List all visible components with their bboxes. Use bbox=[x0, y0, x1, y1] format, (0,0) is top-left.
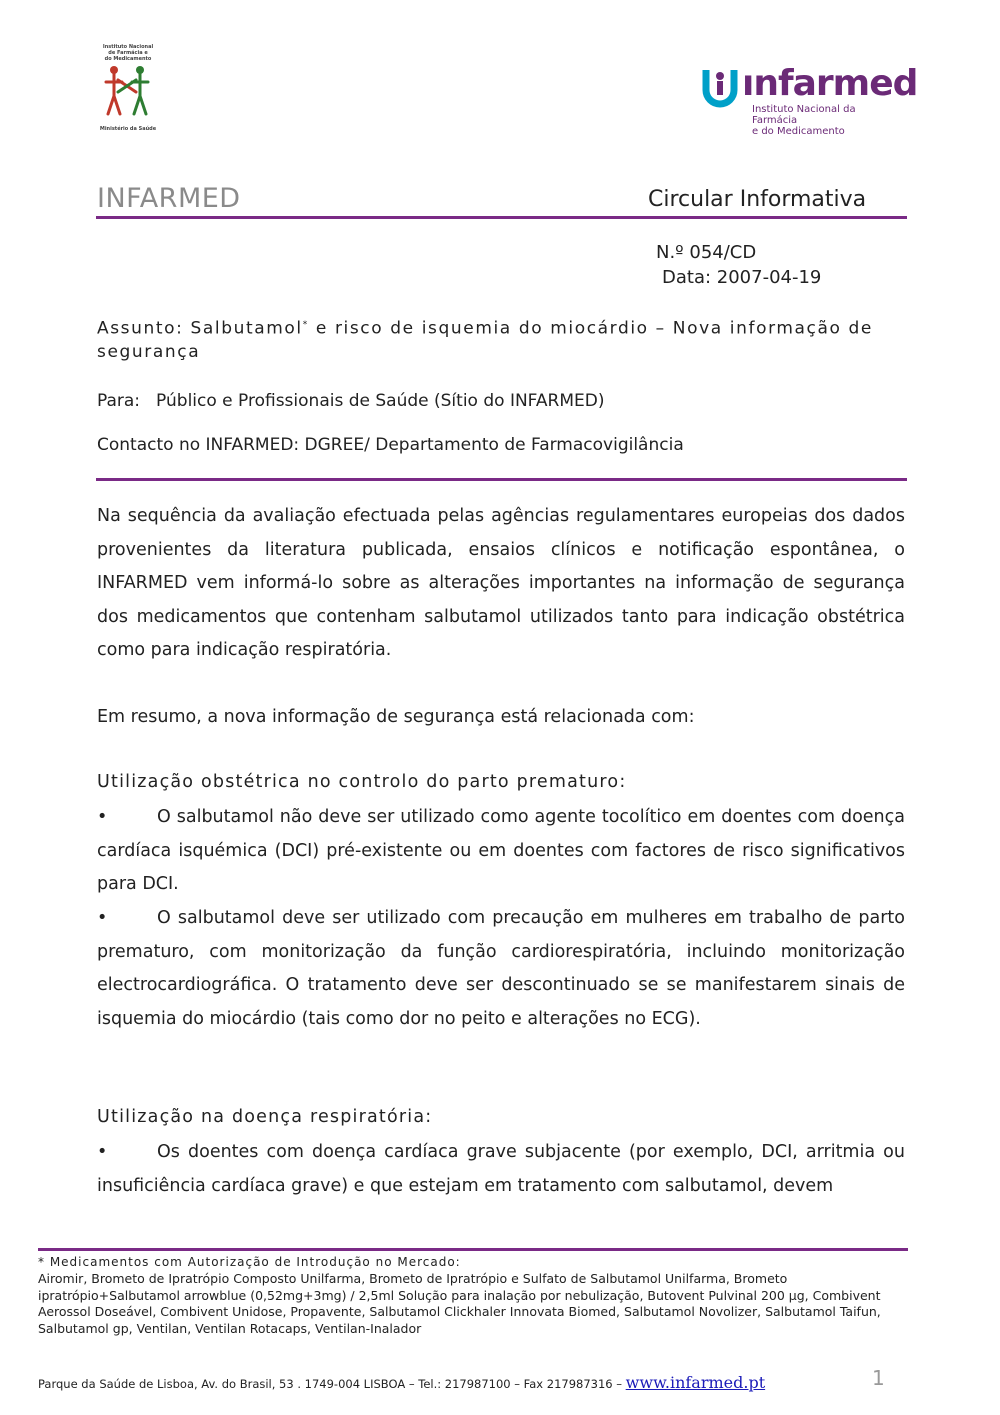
bullet-item bbox=[97, 1136, 905, 1203]
bullet-glyph: • bbox=[97, 1142, 108, 1162]
intro-paragraph: Na sequência da avaliação efectuada pelas agências regulamentares europeias dos dados provenientes da literatura publicada, ensaios clínicos e notificação espontânea, o INFARMED vem informá-lo sobre as alterações importantes na informação de segurança dos medicamentos que contenham salbutamol utilizados tanto para indicação obstétrica como para indicação respiratória. bbox=[97, 506, 905, 660]
subject-footnote-marker: * bbox=[302, 320, 309, 330]
section-heading-respiratory: Utilização na doença respiratória: bbox=[97, 1107, 433, 1127]
infarmed-logo bbox=[702, 63, 918, 137]
recipients-label: Para: bbox=[97, 391, 141, 411]
doc-date: Data: 2007-04-19 bbox=[662, 267, 822, 288]
footer-address-text: Parque da Saúde de Lisboa, Av. do Brasil, 53 . 1749-004 LISBOA – Tel.: 217987100 – Fax 217987316 – bbox=[38, 1377, 626, 1391]
ministry-logo bbox=[96, 44, 160, 136]
bullet-text: O salbutamol deve ser utilizado com precaução em mulheres em trabalho de parto prematuro, com monitorização da função cardiorespiratória, incluindo monitorização electrocardiográfica. O tratamento deve ser descontinuado se se manifestarem sinais de isquemia do miocárdio (tais como dor no peito e alterações no ECG). bbox=[97, 908, 905, 1029]
brand-subtitle-line: Instituto Nacional da Farmácia bbox=[752, 104, 856, 126]
figures-emblem-icon bbox=[96, 62, 160, 122]
bullet-text: Os doentes com doença cardíaca grave subjacente (por exemplo, DCI, arritmia ou insuficiência cardíaca grave) e que estejam em tratamento com salbutamol, devem bbox=[97, 1142, 905, 1196]
bullet-text: O salbutamol não deve ser utilizado como agente tocolítico em doentes com doença cardíaca isquémica (DCI) pré-existente ou em doentes com factores de risco significativos para DCI. bbox=[97, 807, 905, 894]
footnote-heading: * Medicamentos com Autorização de Introdução no Mercado: bbox=[38, 1255, 461, 1269]
logo-ministry-text: Ministério da Saúde bbox=[99, 126, 157, 132]
brand-subtitle-line: e do Medicamento bbox=[752, 126, 845, 137]
bullet-item bbox=[97, 902, 905, 1036]
website-link[interactable]: www.infarmed.pt bbox=[625, 1373, 766, 1392]
brand-name: ınfarmed bbox=[742, 63, 918, 104]
subject-rest: e risco de isquemia do miocárdio – Nova informação de segurança bbox=[97, 318, 873, 362]
logo-text-line: do Medicamento bbox=[104, 56, 152, 62]
contact-line: Contacto no INFARMED: DGREE/ Departamento de Farmacovigilância bbox=[97, 435, 684, 455]
logo-text-line: de Farmácia e bbox=[108, 50, 148, 56]
summary-paragraph: Em resumo, a nova informação de segurança está relacionada com: bbox=[97, 707, 695, 727]
footnote-divider bbox=[38, 1248, 908, 1251]
brand-subtitle bbox=[752, 104, 887, 137]
recipients-value: Público e Profissionais de Saúde (Sítio do INFARMED) bbox=[156, 391, 605, 411]
title-divider bbox=[96, 216, 907, 219]
section-heading-obstetric: Utilização obstétrica no controlo do parto prematuro: bbox=[97, 772, 627, 792]
doc-type-title: Circular Informativa bbox=[648, 187, 867, 212]
doc-number: N.º 054/CD bbox=[656, 242, 757, 263]
footnote-text: Airomir, Brometo de Ipratrópio Composto Unilfarma, Brometo de Ipratrópio e Sulfato de Salbutamol Unilfarma, Brometo ipratrópio+Salbutamol arrowblue (0,52mg+3mg) / 2,5ml Solução para inalação por nebulização, Butovent Pulvinal 200 µg, Combivent Aerossol Doseável, Combivent Unidose, Propavente, Salbutamol Clickhaler Innovata Biomed, Salbutamol Novolizer, Salbutamol Taifun, Salbutamol gp, Ventilan, Ventilan Rotacaps, Ventilan-Inalador bbox=[38, 1271, 881, 1336]
bullet-glyph: • bbox=[97, 908, 108, 928]
page-number: 1 bbox=[872, 1366, 885, 1390]
recipients-line bbox=[97, 391, 604, 411]
header-divider bbox=[96, 478, 907, 481]
footer-address bbox=[38, 1373, 765, 1392]
subject-prefix: Assunto: Salbutamol bbox=[97, 318, 303, 339]
bullet-item bbox=[97, 801, 905, 902]
infarmed-u-icon bbox=[702, 68, 738, 108]
bullet-glyph: • bbox=[97, 807, 108, 827]
logo-text-line: Instituto Nacional bbox=[102, 44, 154, 50]
subject-line bbox=[97, 314, 907, 364]
org-title: INFARMED bbox=[97, 183, 241, 214]
